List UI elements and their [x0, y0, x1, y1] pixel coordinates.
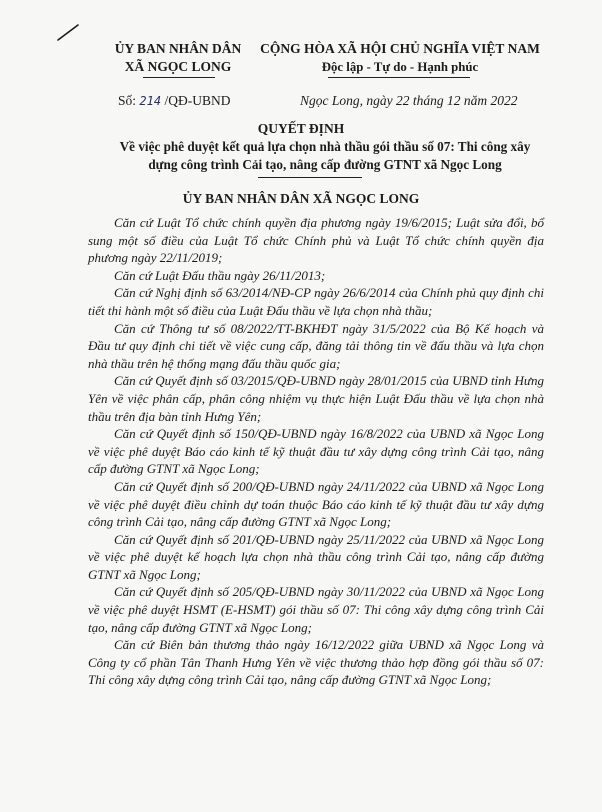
issuer-underline — [143, 77, 215, 78]
legal-basis-paragraph: Căn cứ Quyết định số 201/QĐ-UBND ngày 25/11/2022 của UBND xã Ngọc Long về việc phê duyệt kế hoạch lựa chọn nhà thầu công trình Cải tạo, nâng cấp đường GTNT xã Ngọc Long; — [88, 531, 544, 582]
motto-underline — [328, 77, 470, 78]
legal-basis-paragraph: Căn cứ Quyết định số 200/QĐ-UBND ngày 24/11/2022 của UBND xã Ngọc Long về việc phê duyệt điều chỉnh dự toán thuộc Báo cáo kinh tế kỹ thuật đầu tư xây dựng công trình Cải tạo, nâng cấp đường GTNT xã Ngọc Long; — [88, 478, 544, 530]
document-date: Ngọc Long, ngày 22 tháng 12 năm 2022 — [300, 93, 518, 108]
document-number-prefix: Số: — [118, 93, 137, 108]
legal-basis-paragraph: Căn cứ Quyết định số 205/QĐ-UBND ngày 30/11/2022 của UBND xã Ngọc Long về việc phê duyệt HSMT (E-HSMT) gói thầu số 07: Thi công xây dựng công trình Cải tạo, nâng cấp đường GTNT xã Ngọc Long; — [88, 584, 544, 635]
legal-basis-paragraph: Căn cứ Quyết định số 03/2015/QĐ-UBND ngày 28/01/2015 của UBND tỉnh Hưng Yên về việc phân cấp, phân công nhiệm vụ thực hiện Luật Đấu thầu về lựa chọn nhà thầu trên địa bàn tỉnh Hưng Yên; — [88, 373, 544, 424]
issuer-line-2: XÃ NGỌC LONG — [124, 59, 232, 74]
legal-basis-paragraph: Căn cứ Biên bản thương thảo ngày 16/12/2022 giữa UBND xã Ngọc Long và Công ty cổ phần Tân Thanh Hưng Yên về việc thương thảo hợp đồng gói thầu số 07: Thi công xây dựng công trình Cải tạo, nâng cấp đường GTNT xã Ngọc Long; — [88, 637, 544, 688]
pen-stroke-mark — [56, 22, 80, 42]
document-subject-line-1: Về việc phê duyệt kết quả lựa chọn nhà thầu gói thầu số 07: Thi công xây — [119, 139, 531, 154]
document-number-handwritten: 214 — [139, 94, 162, 108]
national-title: CỘNG HÒA XÃ HỘI CHỦ NGHĨA VIỆT NAM — [260, 41, 540, 56]
national-header — [250, 40, 550, 76]
issuer-header — [98, 40, 258, 76]
legal-basis-paragraph: Căn cứ Luật Đấu thầu ngày 26/11/2013; — [114, 267, 326, 283]
document-number-suffix: /QĐ-UBND — [164, 93, 231, 108]
document-subject-line-2: dựng công trình Cải tạo, nâng cấp đường GTNT xã Ngọc Long — [148, 157, 502, 172]
legal-basis-paragraph: Căn cứ Nghị định số 63/2014/NĐ-CP ngày 26/6/2014 của Chính phủ quy định chi tiết thi hành một số điều của Luật Đấu thầu về lựa chọn nhà thầu; — [88, 285, 544, 318]
legal-basis-paragraph: Căn cứ Thông tư số 08/2022/TT-BKHĐT ngày 31/5/2022 của Bộ Kế hoạch và Đầu tư quy định chi tiết về việc cung cấp, đăng tải thông tin về đấu thầu và lựa chọn nhà thầu trên hệ thống mạng đấu thầu quốc gia; — [88, 320, 544, 371]
legal-basis-paragraph: Căn cứ Luật Tổ chức chính quyền địa phương ngày 19/6/2015; Luật sửa đổi, bổ sung một số điều của Luật Tổ chức Chính phủ và Luật Tổ chức chính quyền địa phương ngày 22/11/2019; — [88, 215, 544, 266]
issuer-line-1: ỦY BAN NHÂN DÂN — [114, 41, 242, 56]
national-motto: Độc lập - Tự do - Hạnh phúc — [321, 60, 479, 74]
subject-underline — [258, 177, 362, 178]
document-title: QUYẾT ĐỊNH — [257, 121, 345, 136]
legal-basis-paragraph: Căn cứ Quyết định số 150/QĐ-UBND ngày 16/8/2022 của UBND xã Ngọc Long về việc phê duyệt Báo cáo kinh tế kỹ thuật đầu tư xây dựng công trình Cải tạo, nâng cấp đường GTNT xã Ngọc Long; — [88, 426, 544, 477]
document-subject — [110, 138, 540, 174]
document-number — [118, 93, 230, 109]
issuing-authority: ỦY BAN NHÂN DÂN XÃ NGỌC LONG — [182, 191, 420, 206]
legal-basis-body — [88, 214, 544, 689]
